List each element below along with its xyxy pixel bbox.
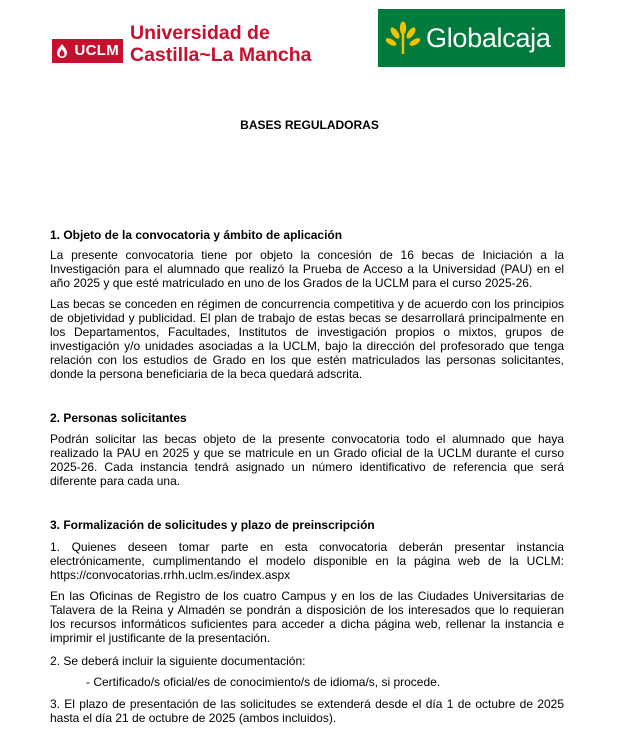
section-2-paragraph-1: Podrán solicitar las becas objeto de la presente convocatoria todo el alumnado que haya realizado la PAU en 2025 y que se matricule en un Grado oficial de la UCLM durante el curso 2025-26. Cada instancia tendrá asignado un número identificativo de referencia que será diferente para cada una. [50,432,564,488]
documentation-list-item: - Certificado/s oficial/es de conocimiento/s de idioma/s, si procede. [86,675,441,689]
globalcaja-wheat-icon [386,20,420,56]
section-2-heading: 2. Personas solicitantes [50,411,187,425]
document-title: BASES REGULADORAS [240,118,379,132]
section-1-heading: 1. Objeto de la convocatoria y ámbito de aplicación [50,228,343,242]
uclm-badge: UCLM [52,39,123,63]
uclm-name-line1: Universidad de [130,22,270,44]
section-3-heading: 3. Formalización de solicitudes y plazo de preinscripción [50,518,375,532]
section-3-paragraph-1: 1. Quienes deseen tomar parte en esta convocatoria deberán presentar instancia electrónicamente, cumplimentando el modelo disponible en la página web de la UCLM: https://convocatorias.rrhh.uclm.es/index.aspx [50,540,564,582]
section-1-paragraph-2: Las becas se conceden en régimen de concurrencia competitiva y de acuerdo con los principios de objetividad y publicidad. El plan de trabajo de estas becas se desarrollará principalmente en los Departamentos, Facultades, Institutos de investigación propios o mixtos, grupos de investigación y/o unidades asociadas a la UCLM, bajo la dirección del profesorado que tenga relación con los estudios de Grado en los que estén matriculados las personas solicitantes, donde la persona beneficiaria de la beca quedará adscrita. [50,297,564,381]
section-3-paragraph-3: 2. Se deberá incluir la siguiente documentación: [50,654,306,668]
uclm-flame-icon [55,43,69,59]
globalcaja-wordmark: Globalcaja [426,23,551,53]
globalcaja-logo [378,9,565,67]
uclm-logo [52,22,312,66]
uclm-name-line2: Castilla~La Mancha [130,44,312,66]
uclm-name [130,22,312,66]
section-3-paragraph-4: 3. El plazo de presentación de las solicitudes se extenderá desde el día 1 de octubre de 2025 hasta el día 21 de octubre de 2025 (ambos incluidos). [50,697,564,725]
section-3-paragraph-2: En las Oficinas de Registro de los cuatro Campus y en los de las Ciudades Universitarias de Talavera de la Reina y Almadén se pondrán a disposición de los interesados que lo requieran los recursos informáticos suficientes para acceder a dicha página web, rellenar la instancia e imprimir el justificante de la presentación. [50,589,564,645]
section-1-paragraph-1: La presente convocatoria tiene por objeto la concesión de 16 becas de Iniciación a la Investigación para el alumnado que realizó la Prueba de Acceso a la Universidad (PAU) en el año 2025 y que esté matriculado en uno de los Grados de la UCLM para el curso 2025-26. [50,248,564,290]
